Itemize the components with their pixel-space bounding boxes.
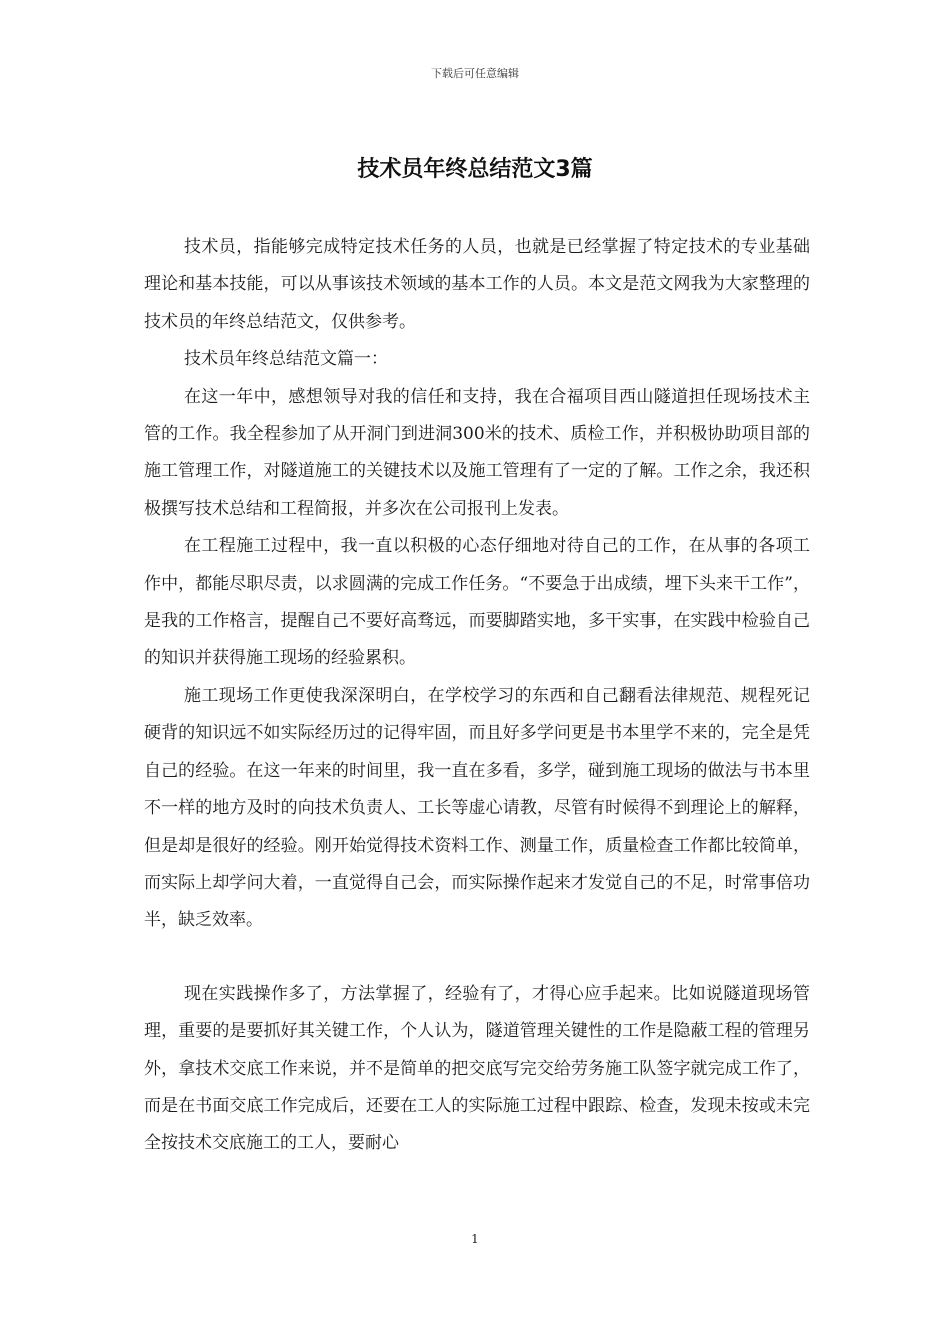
document-body <box>144 229 810 1163</box>
paragraph: 在这一年中，感想领导对我的信任和支持，我在合福项目西山隧道担任现场技术主管的工作。我全程参加了从开洞门到进洞300米的技术、质检工作，并积极协助项目部的施工管理工作，对隧道施工的关键技术以及施工管理有了一定的了解。工作之余，我还积极撰写技术总结和工程简报，并多次在公司报刊上发表。 <box>144 386 810 519</box>
document-title: 技术员年终总结范文3篇 <box>357 157 593 182</box>
paragraph: 现在实践操作多了，方法掌握了，经验有了，才得心应手起来。比如说隧道现场管理，重要的是要抓好其关键工作，个人认为，隧道管理关键性的工作是隐蔽工程的管理另外，拿技术交底工作来说，并不是简单的把交底写完交给劳务施工队签字就完成工作了，而是在书面交底工作完成后，还要在工人的实际施工过程中跟踪、检查，发现未按或未完全按技术交底施工的工人，要耐心 <box>144 983 810 1154</box>
section-heading: 技术员年终总结范文篇一： <box>184 349 388 370</box>
paragraph: 施工现场工作更使我深深明白，在学校学习的东西和自己翻看法律规范、规程死记硬背的知识远不如实际经历过的记得牢固，而且好多学问更是书本里学不来的，完全是凭自己的经验。在这一年来的时间里，我一直在多看，多学，碰到施工现场的做法与书本里不一样的地方及时的向技术负责人、工长等虚心请教，尽管有时候得不到理论上的解释，但是却是很好的经验。刚开始觉得技术资料工作、测量工作，质量检查工作都比较简单，而实际上却学问大着，一直觉得自己会，而实际操作起来才发觉自己的不足，时常事倍功半，缺乏效率。 <box>144 685 810 931</box>
paragraph: 在工程施工过程中，我一直以积极的心态仔细地对待自己的工作，在从事的各项工作中，都能尽职尽责，以求圆满的完成工作任务。“不要急于出成绩，埋下头来干工作”，是我的工作格言，提醒自己不要好高骛远，而要脚踏实地，多干实事，在实践中检验自己的知识并获得施工现场的经验累积。 <box>144 536 810 669</box>
header-note: 下载后可任意编辑 <box>431 67 519 80</box>
paragraph-intro: 技术员，指能够完成特定技术任务的人员，也就是已经掌握了特定技术的专业基础理论和基本技能，可以从事该技术领域的基本工作的人员。本文是范文网我为大家整理的技术员的年终总结范文，仅供参考。 <box>144 237 810 332</box>
page-number: 1 <box>471 1232 479 1246</box>
